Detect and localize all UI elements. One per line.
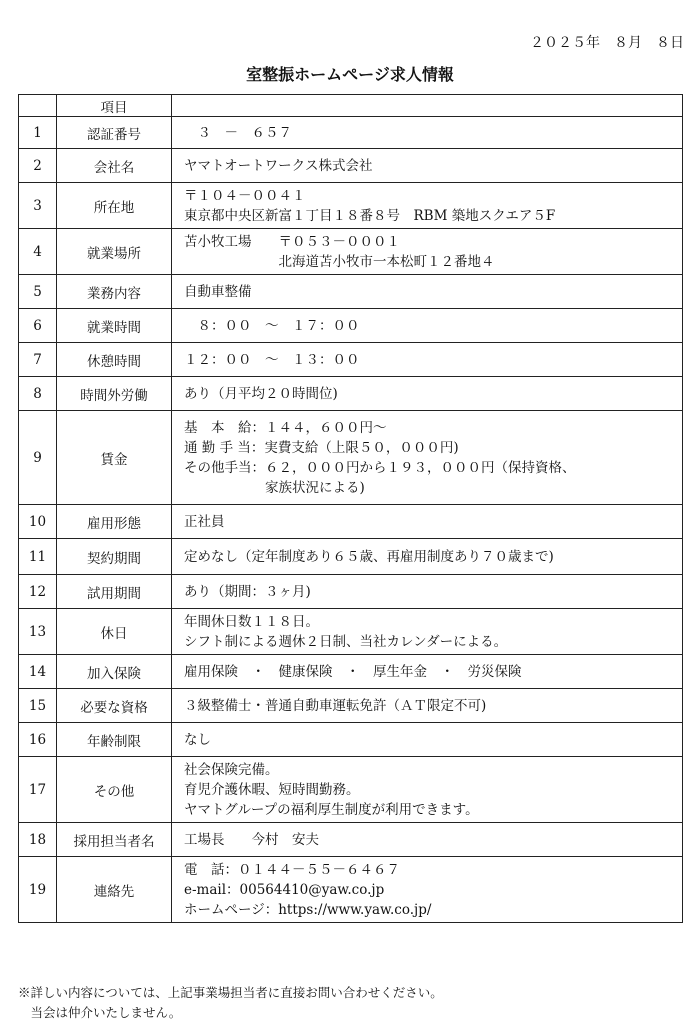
row-item-label: 試用期間 [57, 575, 172, 609]
row-item-label: 契約期間 [57, 539, 172, 575]
row-item-label: 年齢制限 [57, 723, 172, 757]
job-info-table [18, 94, 683, 923]
table-row [19, 823, 683, 857]
row-value [172, 609, 683, 655]
row-item-label: 必要な資格 [57, 689, 172, 723]
table-row [19, 229, 683, 275]
row-value [172, 655, 683, 689]
row-value-line: シフト制による週休２日制、当社カレンダーによる。 [184, 633, 508, 650]
row-value [172, 823, 683, 857]
row-value-line: 雇用保険 ・ 健康保険 ・ 厚生年金 ・ 労災保険 [184, 663, 522, 680]
row-value [172, 149, 683, 183]
row-value-line: ホームページ：https://www.yaw.co.jp/ [184, 901, 432, 918]
row-item-label: 業務内容 [57, 275, 172, 309]
row-value-line: 家族状況による) [184, 479, 365, 496]
row-value [172, 343, 683, 377]
row-value-line: ヤマトオートワークス株式会社 [184, 157, 373, 174]
table-row [19, 505, 683, 539]
row-item-label: 賃金 [57, 411, 172, 505]
table-row [19, 757, 683, 823]
row-value-line: ヤマトグループの福利厚生制度が利用できます。 [184, 801, 479, 818]
table-row [19, 689, 683, 723]
row-number: 9 [19, 411, 57, 505]
row-number: 4 [19, 229, 57, 275]
row-item-label: 雇用形態 [57, 505, 172, 539]
table-row [19, 575, 683, 609]
row-value-line: １２：００ ～ １３：００ [184, 351, 360, 368]
row-value [172, 689, 683, 723]
row-number: 15 [19, 689, 57, 723]
table-row [19, 723, 683, 757]
row-item-label: 時間外労働 [57, 377, 172, 411]
row-value-line: ３ － ６５７ [184, 124, 292, 141]
row-value-line: 育児介護休暇、短時間勤務。 [184, 781, 360, 798]
row-value [172, 183, 683, 229]
row-number: 10 [19, 505, 57, 539]
row-number: 2 [19, 149, 57, 183]
row-number: 1 [19, 117, 57, 149]
row-value [172, 229, 683, 275]
row-number: 6 [19, 309, 57, 343]
row-value-line: 通 勤 手 当：実費支給（上限５０，０００円) [184, 439, 459, 456]
row-value-line: 苫小牧工場 〒０５３－０００１ [184, 233, 400, 250]
row-value [172, 411, 683, 505]
row-item-label: 休日 [57, 609, 172, 655]
table-row [19, 655, 683, 689]
row-number: 3 [19, 183, 57, 229]
row-number: 13 [19, 609, 57, 655]
table-row [19, 183, 683, 229]
row-value [172, 539, 683, 575]
row-value-line: 定めなし（定年制度あり６５歳、再雇用制度あり７０歳まで) [184, 548, 554, 565]
row-value [172, 309, 683, 343]
row-number: 5 [19, 275, 57, 309]
row-value-line: 自動車整備 [184, 283, 252, 300]
row-value [172, 275, 683, 309]
row-number: 14 [19, 655, 57, 689]
row-number: 12 [19, 575, 57, 609]
header-item-cell: 項目 [57, 95, 172, 117]
row-value-line: 基 本 給：１４４，６００円～ [184, 419, 387, 436]
row-item-label: 所在地 [57, 183, 172, 229]
row-value-line: 電 話：０１４４－５５－６４６７ [184, 861, 400, 878]
footer-note-line: ※詳しい内容については、上記事業場担当者に直接お問い合わせください。 [18, 985, 443, 1000]
row-value-line: 東京都中央区新富１丁目１８番８号 RBM 築地スクエア５F [184, 207, 556, 224]
row-value [172, 575, 683, 609]
table-row [19, 117, 683, 149]
row-number: 17 [19, 757, 57, 823]
row-value-line: あり（期間：３ヶ月) [184, 583, 311, 600]
footer-note [18, 983, 443, 1023]
row-value-line: ８：００ ～ １７：００ [184, 317, 360, 334]
row-number: 11 [19, 539, 57, 575]
row-value [172, 723, 683, 757]
table-row [19, 275, 683, 309]
row-value-line: 社会保険完備。 [184, 761, 279, 778]
document-date: ２０２５年 ８月 ８日 [530, 35, 684, 51]
row-number: 18 [19, 823, 57, 857]
header-value-cell [172, 95, 683, 117]
table-row [19, 609, 683, 655]
row-item-label: 採用担当者名 [57, 823, 172, 857]
header-num-cell [19, 95, 57, 117]
row-value-line: 北海道苫小牧市一本松町１２番地４ [184, 253, 495, 270]
row-number: 19 [19, 857, 57, 923]
page-title: 室整振ホームページ求人情報 [246, 65, 454, 84]
row-number: 8 [19, 377, 57, 411]
table-row [19, 857, 683, 923]
row-number: 7 [19, 343, 57, 377]
row-item-label: 連絡先 [57, 857, 172, 923]
row-value-line: その他手当：６２，０００円から１９３，０００円（保持資格、 [184, 459, 576, 476]
row-value [172, 505, 683, 539]
table-row [19, 149, 683, 183]
row-value-line: ３級整備士・普通自動車運転免許（ＡＴ限定不可) [184, 697, 487, 714]
table-row [19, 377, 683, 411]
row-item-label: 休憩時間 [57, 343, 172, 377]
row-value-line: e-mail：00564410@yaw.co.jp [184, 881, 385, 898]
table-row [19, 343, 683, 377]
row-value-line: 〒１０４－００４１ [184, 187, 306, 204]
row-item-label: 就業時間 [57, 309, 172, 343]
table-row [19, 539, 683, 575]
row-value-line: あり（月平均２０時間位) [184, 385, 338, 402]
row-value [172, 377, 683, 411]
row-item-label: 認証番号 [57, 117, 172, 149]
row-item-label: その他 [57, 757, 172, 823]
row-value-line: なし [184, 731, 211, 748]
row-value-line: 工場長 今村 安夫 [184, 831, 319, 848]
row-value [172, 757, 683, 823]
table-row [19, 309, 683, 343]
row-value-line: 年間休日数１１８日。 [184, 613, 319, 630]
row-item-label: 就業場所 [57, 229, 172, 275]
table-row [19, 411, 683, 505]
table-header-row [19, 95, 683, 117]
row-value [172, 857, 683, 923]
row-number: 16 [19, 723, 57, 757]
footer-note-line: 当会は仲介いたしません。 [18, 1005, 182, 1020]
row-value-line: 正社員 [184, 513, 225, 530]
row-value [172, 117, 683, 149]
row-item-label: 会社名 [57, 149, 172, 183]
row-item-label: 加入保険 [57, 655, 172, 689]
